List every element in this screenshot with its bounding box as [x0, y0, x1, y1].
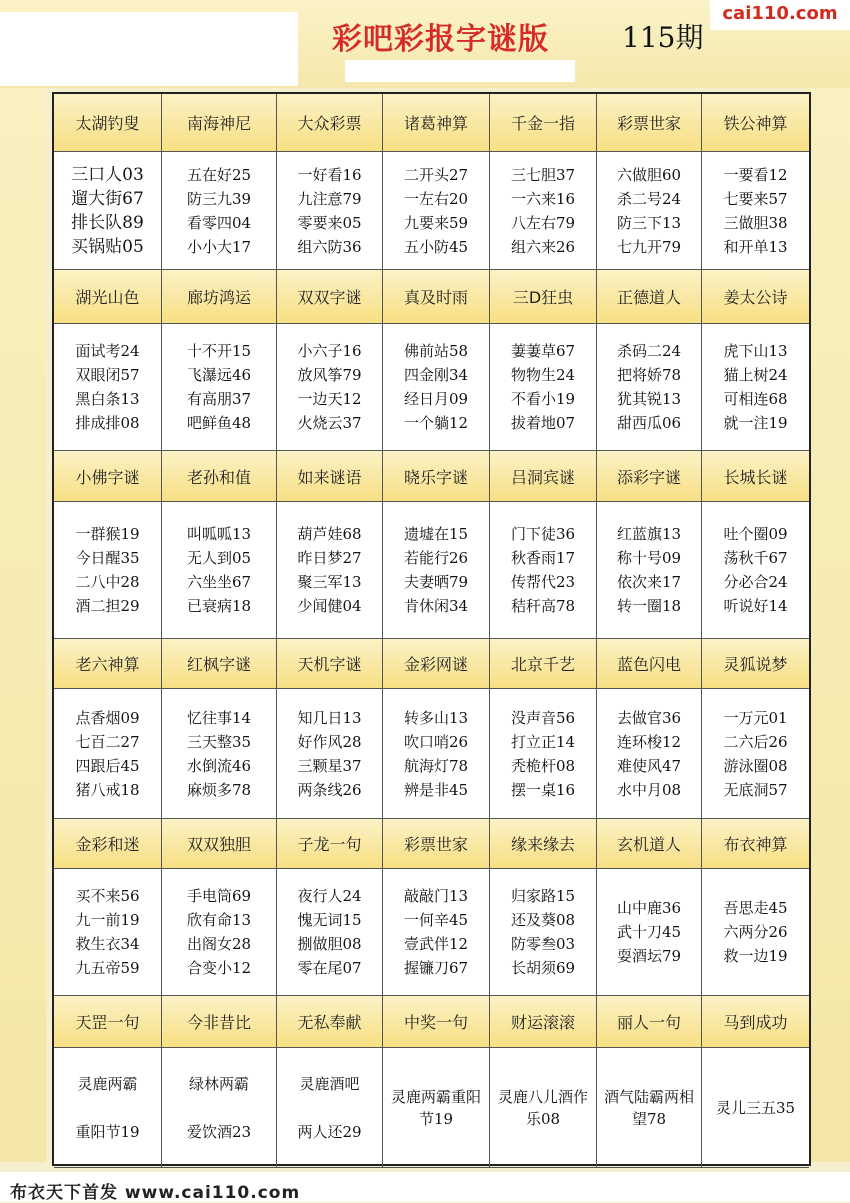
riddle-line: 物物生24	[510, 366, 576, 384]
riddle-line: 六做胆60	[616, 165, 682, 184]
riddle-line: 红蓝旗13	[616, 525, 682, 543]
riddle-line: 买锅贴05	[71, 236, 144, 257]
riddle-line: 七百二27	[75, 732, 140, 751]
riddle-line: 救生衣34	[75, 935, 140, 953]
riddle-line: 辨是非45	[403, 780, 469, 799]
riddle-line: 防三九39	[186, 189, 252, 208]
riddle-line: 航海灯78	[403, 756, 469, 775]
riddle-line: 佛前站58	[403, 342, 469, 360]
riddle-line: 一个躺12	[403, 414, 469, 432]
riddle-line: 小小大17	[186, 237, 252, 256]
riddle-line: 绿林两霸	[188, 1074, 249, 1093]
column-header: 吕洞宾谜	[490, 451, 597, 502]
riddle-cell	[702, 152, 809, 270]
riddle-line: 九一前19	[75, 911, 140, 929]
riddle-line: 排成排08	[75, 414, 140, 432]
riddle-cell	[54, 502, 162, 639]
riddle-line: 难使风47	[616, 756, 682, 775]
column-header: 灵狐说梦	[702, 639, 809, 689]
riddle-line: 昨日梦27	[297, 549, 362, 567]
column-header: 千金一指	[490, 94, 597, 152]
riddle-cell	[162, 502, 277, 639]
column-header: 财运滚滚	[490, 996, 597, 1048]
column-header: 彩票世家	[597, 94, 702, 152]
white-blank-area	[0, 12, 298, 86]
riddle-line: 三口人03	[71, 164, 144, 185]
riddle-line: 排长队89	[71, 212, 144, 233]
riddle-line: 放风筝79	[297, 366, 362, 384]
column-header: 诸葛神算	[383, 94, 490, 152]
riddle-line: 猫上树24	[723, 366, 788, 384]
column-header: 三D狂虫	[490, 270, 597, 324]
site-badge[interactable]: cai110.com	[710, 0, 850, 30]
riddle-cell	[702, 502, 809, 639]
riddle-line: 把将娇78	[616, 366, 682, 384]
riddle-line: 一要看12	[723, 165, 788, 184]
riddle-line: 灵鹿两霸	[77, 1074, 138, 1093]
riddle-cell	[597, 1048, 702, 1168]
riddle-line: 忆往事14	[186, 708, 252, 727]
riddle-line: 三做胆38	[723, 213, 788, 232]
riddle-line: 点香烟09	[75, 708, 140, 727]
riddle-line: 十不开15	[186, 342, 252, 360]
riddle-line: 门下徒36	[510, 525, 576, 543]
riddle-line: 摆一桌16	[510, 780, 576, 799]
riddle-line: 去做官36	[616, 708, 682, 727]
riddle-cell	[383, 324, 490, 451]
riddle-cell	[383, 869, 490, 996]
riddle-cell	[277, 502, 383, 639]
riddle-line: 零要来05	[297, 213, 362, 232]
riddle-cell	[54, 1048, 162, 1168]
column-header: 子龙一句	[277, 819, 383, 869]
riddle-line: 一何辛45	[403, 911, 469, 929]
riddle-line: 敲敲门13	[403, 887, 469, 905]
riddle-line: 还及葵08	[510, 911, 576, 929]
riddle-line: 打立正14	[510, 732, 576, 751]
riddle-table	[52, 92, 811, 1166]
riddle-line: 少闻健04	[297, 597, 362, 615]
riddle-line: 吾思走45	[723, 899, 788, 917]
riddle-line: 称十号09	[616, 549, 682, 567]
riddle-line: 听说好14	[723, 597, 788, 615]
riddle-line: 吧鲜鱼48	[186, 414, 252, 432]
riddle-line: 九注意79	[297, 189, 362, 208]
riddle-line: 叫呱呱13	[186, 525, 252, 543]
riddle-line: 游泳圈08	[723, 756, 788, 775]
riddle-line: 灵儿三五35	[715, 1098, 796, 1117]
column-header: 中奖一句	[383, 996, 490, 1048]
riddle-line: 出阁女28	[186, 935, 252, 953]
riddle-line: 二六后26	[723, 732, 788, 751]
column-header: 金彩网谜	[383, 639, 490, 689]
riddle-line: 水倒流46	[186, 756, 252, 775]
riddle-cell	[597, 324, 702, 451]
riddle-line: 黑白条13	[75, 390, 140, 408]
riddle-line: 聚三军13	[297, 573, 362, 591]
riddle-cell	[277, 869, 383, 996]
riddle-line: 经日月09	[403, 390, 469, 408]
riddle-line: 手电筒69	[186, 887, 252, 905]
column-header: 太湖钓叟	[54, 94, 162, 152]
riddle-line: 壹武伴12	[403, 935, 469, 953]
riddle-line: 两人还29	[297, 1122, 362, 1141]
riddle-cell	[490, 324, 597, 451]
riddle-line: 犹其锐13	[616, 390, 682, 408]
riddle-line: 二八中28	[75, 573, 140, 591]
riddle-cell	[162, 689, 277, 819]
column-header: 丽人一句	[597, 996, 702, 1048]
riddle-line: 归家路15	[510, 887, 576, 905]
riddle-cell	[702, 324, 809, 451]
riddle-cell	[597, 502, 702, 639]
column-header: 双双字谜	[277, 270, 383, 324]
riddle-line: 遗墟在15	[403, 525, 469, 543]
riddle-line: 肯休闲34	[403, 597, 469, 615]
riddle-line: 已衰病18	[186, 597, 252, 615]
riddle-line: 杀二号24	[616, 189, 682, 208]
column-header: 晓乐字谜	[383, 451, 490, 502]
column-header: 长城长谜	[702, 451, 809, 502]
riddle-cell	[490, 502, 597, 639]
column-header: 天机字谜	[277, 639, 383, 689]
riddle-line: 和开单13	[723, 237, 788, 256]
riddle-line: 一六来16	[510, 189, 576, 208]
riddle-line: 传帮代23	[510, 573, 576, 591]
riddle-line: 爱饮酒23	[186, 1122, 252, 1141]
riddle-line: 分必合24	[723, 573, 788, 591]
riddle-line: 五在好25	[186, 165, 252, 184]
riddle-line: 一群猴19	[75, 525, 140, 543]
white-blank-strip	[345, 60, 575, 82]
riddle-cell	[597, 152, 702, 270]
column-header: 小佛字谜	[54, 451, 162, 502]
riddle-line: 两条线26	[297, 780, 362, 799]
riddle-line: 七要来57	[723, 189, 788, 208]
riddle-line: 甜西瓜06	[616, 414, 682, 432]
riddle-line: 双眼闭57	[75, 366, 140, 384]
riddle-line: 五小防45	[403, 237, 469, 256]
footer-text[interactable]: 布衣天下首发 www.cai110.com	[10, 1183, 301, 1203]
riddle-line: 转一圈18	[616, 597, 682, 615]
column-header: 彩票世家	[383, 819, 490, 869]
column-header: 红枫字谜	[162, 639, 277, 689]
riddle-cell	[162, 1048, 277, 1168]
riddle-line: 猪八戒18	[75, 780, 140, 799]
riddle-cell	[383, 1048, 490, 1168]
column-header: 玄机道人	[597, 819, 702, 869]
column-header: 北京千艺	[490, 639, 597, 689]
riddle-cell	[702, 689, 809, 819]
riddle-line: 虎下山13	[723, 342, 788, 360]
riddle-line: 秸秆高78	[510, 597, 576, 615]
column-header: 如来谜语	[277, 451, 383, 502]
riddle-line: 六两分26	[723, 923, 788, 941]
riddle-line: 防零叁03	[510, 935, 576, 953]
riddle-line: 救一边19	[723, 947, 788, 965]
riddle-line: 防三下13	[616, 213, 682, 232]
riddle-line: 不看小19	[510, 390, 576, 408]
riddle-line: 遛大街67	[71, 188, 144, 209]
riddle-line: 握镰刀67	[403, 959, 469, 977]
riddle-line: 荡秋千67	[723, 549, 788, 567]
column-header: 今非昔比	[162, 996, 277, 1048]
riddle-line: 酒气陆霸两相望78	[603, 1087, 694, 1128]
riddle-line: 一好看16	[297, 165, 362, 184]
riddle-line: 组六来26	[510, 237, 576, 256]
column-header: 天罡一句	[54, 996, 162, 1048]
riddle-line: 愧无词15	[297, 911, 362, 929]
riddle-cell	[162, 869, 277, 996]
riddle-line: 好作风28	[297, 732, 362, 751]
riddle-line: 吐个圈09	[723, 525, 788, 543]
riddle-cell	[277, 152, 383, 270]
column-header: 蓝色闪电	[597, 639, 702, 689]
riddle-line: 秋香雨17	[510, 549, 576, 567]
riddle-cell	[597, 689, 702, 819]
riddle-line: 零在尾07	[297, 959, 362, 977]
left-margin	[0, 88, 46, 1162]
riddle-line: 有高朋37	[186, 390, 252, 408]
riddle-line: 看零四04	[186, 213, 252, 232]
riddle-line: 耍酒坛79	[616, 947, 682, 965]
riddle-line: 若能行26	[403, 549, 469, 567]
riddle-line: 组六防36	[297, 237, 362, 256]
riddle-cell	[162, 152, 277, 270]
riddle-cell	[490, 689, 597, 819]
riddle-cell	[277, 1048, 383, 1168]
column-header: 双双独胆	[162, 819, 277, 869]
riddle-line: 山中鹿36	[616, 899, 682, 917]
riddle-line: 今日醒35	[75, 549, 140, 567]
riddle-line: 知几日13	[297, 708, 362, 727]
riddle-line: 葫芦娃68	[297, 525, 362, 543]
column-header: 添彩字谜	[597, 451, 702, 502]
riddle-line: 三七胆37	[510, 165, 576, 184]
riddle-line: 九要来59	[403, 213, 469, 232]
riddle-cell	[54, 152, 162, 270]
riddle-cell	[490, 1048, 597, 1168]
riddle-line: 灵鹿酒吧	[299, 1074, 360, 1093]
column-header: 姜太公诗	[702, 270, 809, 324]
riddle-line: 酒二担29	[75, 597, 140, 615]
riddle-line: 无人到05	[186, 549, 252, 567]
riddle-line: 一万元01	[723, 708, 788, 727]
column-header: 真及时雨	[383, 270, 490, 324]
riddle-line: 欣有命13	[186, 911, 252, 929]
riddle-line: 一边天12	[297, 390, 362, 408]
riddle-line: 可相连68	[723, 390, 788, 408]
riddle-line: 灵鹿两霸重阳节19	[390, 1087, 481, 1128]
riddle-line: 二开头27	[403, 165, 469, 184]
column-header: 无私奉献	[277, 996, 383, 1048]
riddle-line: 没声音56	[510, 708, 576, 727]
column-header: 老孙和值	[162, 451, 277, 502]
riddle-line: 九五帝59	[75, 959, 140, 977]
riddle-line: 面试考24	[75, 342, 140, 360]
riddle-cell	[702, 1048, 809, 1168]
header-banner	[0, 0, 850, 88]
riddle-line: 重阳节19	[75, 1122, 140, 1141]
riddle-cell	[490, 152, 597, 270]
column-header: 湖光山色	[54, 270, 162, 324]
riddle-cell	[383, 502, 490, 639]
riddle-cell	[383, 689, 490, 819]
column-header: 缘来缘去	[490, 819, 597, 869]
column-header: 正德道人	[597, 270, 702, 324]
riddle-line: 杀码二24	[616, 342, 682, 360]
riddle-line: 八左右79	[510, 213, 576, 232]
riddle-line: 麻烦多78	[186, 780, 252, 799]
riddle-line: 合变小12	[186, 959, 252, 977]
column-header: 廊坊鸿运	[162, 270, 277, 324]
column-header: 马到成功	[702, 996, 809, 1048]
riddle-line: 三颗星37	[297, 756, 362, 775]
riddle-cell	[597, 869, 702, 996]
riddle-line: 一左右20	[403, 189, 469, 208]
column-header: 大众彩票	[277, 94, 383, 152]
riddle-line: 转多山13	[403, 708, 469, 727]
riddle-cell	[277, 689, 383, 819]
riddle-line: 四跟后45	[75, 756, 140, 775]
page-title: 彩吧彩报字谜版	[332, 22, 549, 57]
riddle-cell	[277, 324, 383, 451]
riddle-line: 武十刀45	[616, 923, 682, 941]
riddle-cell	[54, 689, 162, 819]
column-header: 老六神算	[54, 639, 162, 689]
riddle-line: 火烧云37	[297, 414, 362, 432]
column-header: 布衣神算	[702, 819, 809, 869]
riddle-line: 小六子16	[297, 342, 362, 360]
riddle-line: 依次来17	[616, 573, 682, 591]
riddle-cell	[702, 869, 809, 996]
riddle-line: 夫妻晒79	[403, 573, 469, 591]
riddle-cell	[383, 152, 490, 270]
riddle-line: 飞瀑远46	[186, 366, 252, 384]
riddle-line: 无底洞57	[723, 780, 788, 799]
riddle-line: 买不来56	[75, 887, 140, 905]
riddle-line: 就一注19	[723, 414, 788, 432]
riddle-line: 拔着地07	[510, 414, 576, 432]
column-header: 铁公神算	[702, 94, 809, 152]
riddle-cell	[490, 869, 597, 996]
riddle-line: 夜行人24	[297, 887, 362, 905]
riddle-line: 四金刚34	[403, 366, 469, 384]
riddle-line: 三天整35	[186, 732, 252, 751]
riddle-cell	[162, 324, 277, 451]
riddle-line: 连环梭12	[616, 732, 682, 751]
issue-number: 115期	[622, 21, 704, 54]
riddle-line: 灵鹿八儿酒作乐08	[497, 1087, 588, 1128]
riddle-line: 捌做胆08	[297, 935, 362, 953]
riddle-line: 秃桅杆08	[510, 756, 576, 775]
riddle-line: 长胡须69	[510, 959, 576, 977]
riddle-cell	[54, 869, 162, 996]
riddle-line: 六坐坐67	[186, 573, 252, 591]
column-header: 金彩和迷	[54, 819, 162, 869]
column-header: 南海神尼	[162, 94, 277, 152]
riddle-line: 萋萋草67	[510, 342, 576, 360]
riddle-cell	[54, 324, 162, 451]
riddle-line: 七九开79	[616, 237, 682, 256]
riddle-line: 吹口哨26	[403, 732, 469, 751]
riddle-line: 水中月08	[616, 780, 682, 799]
